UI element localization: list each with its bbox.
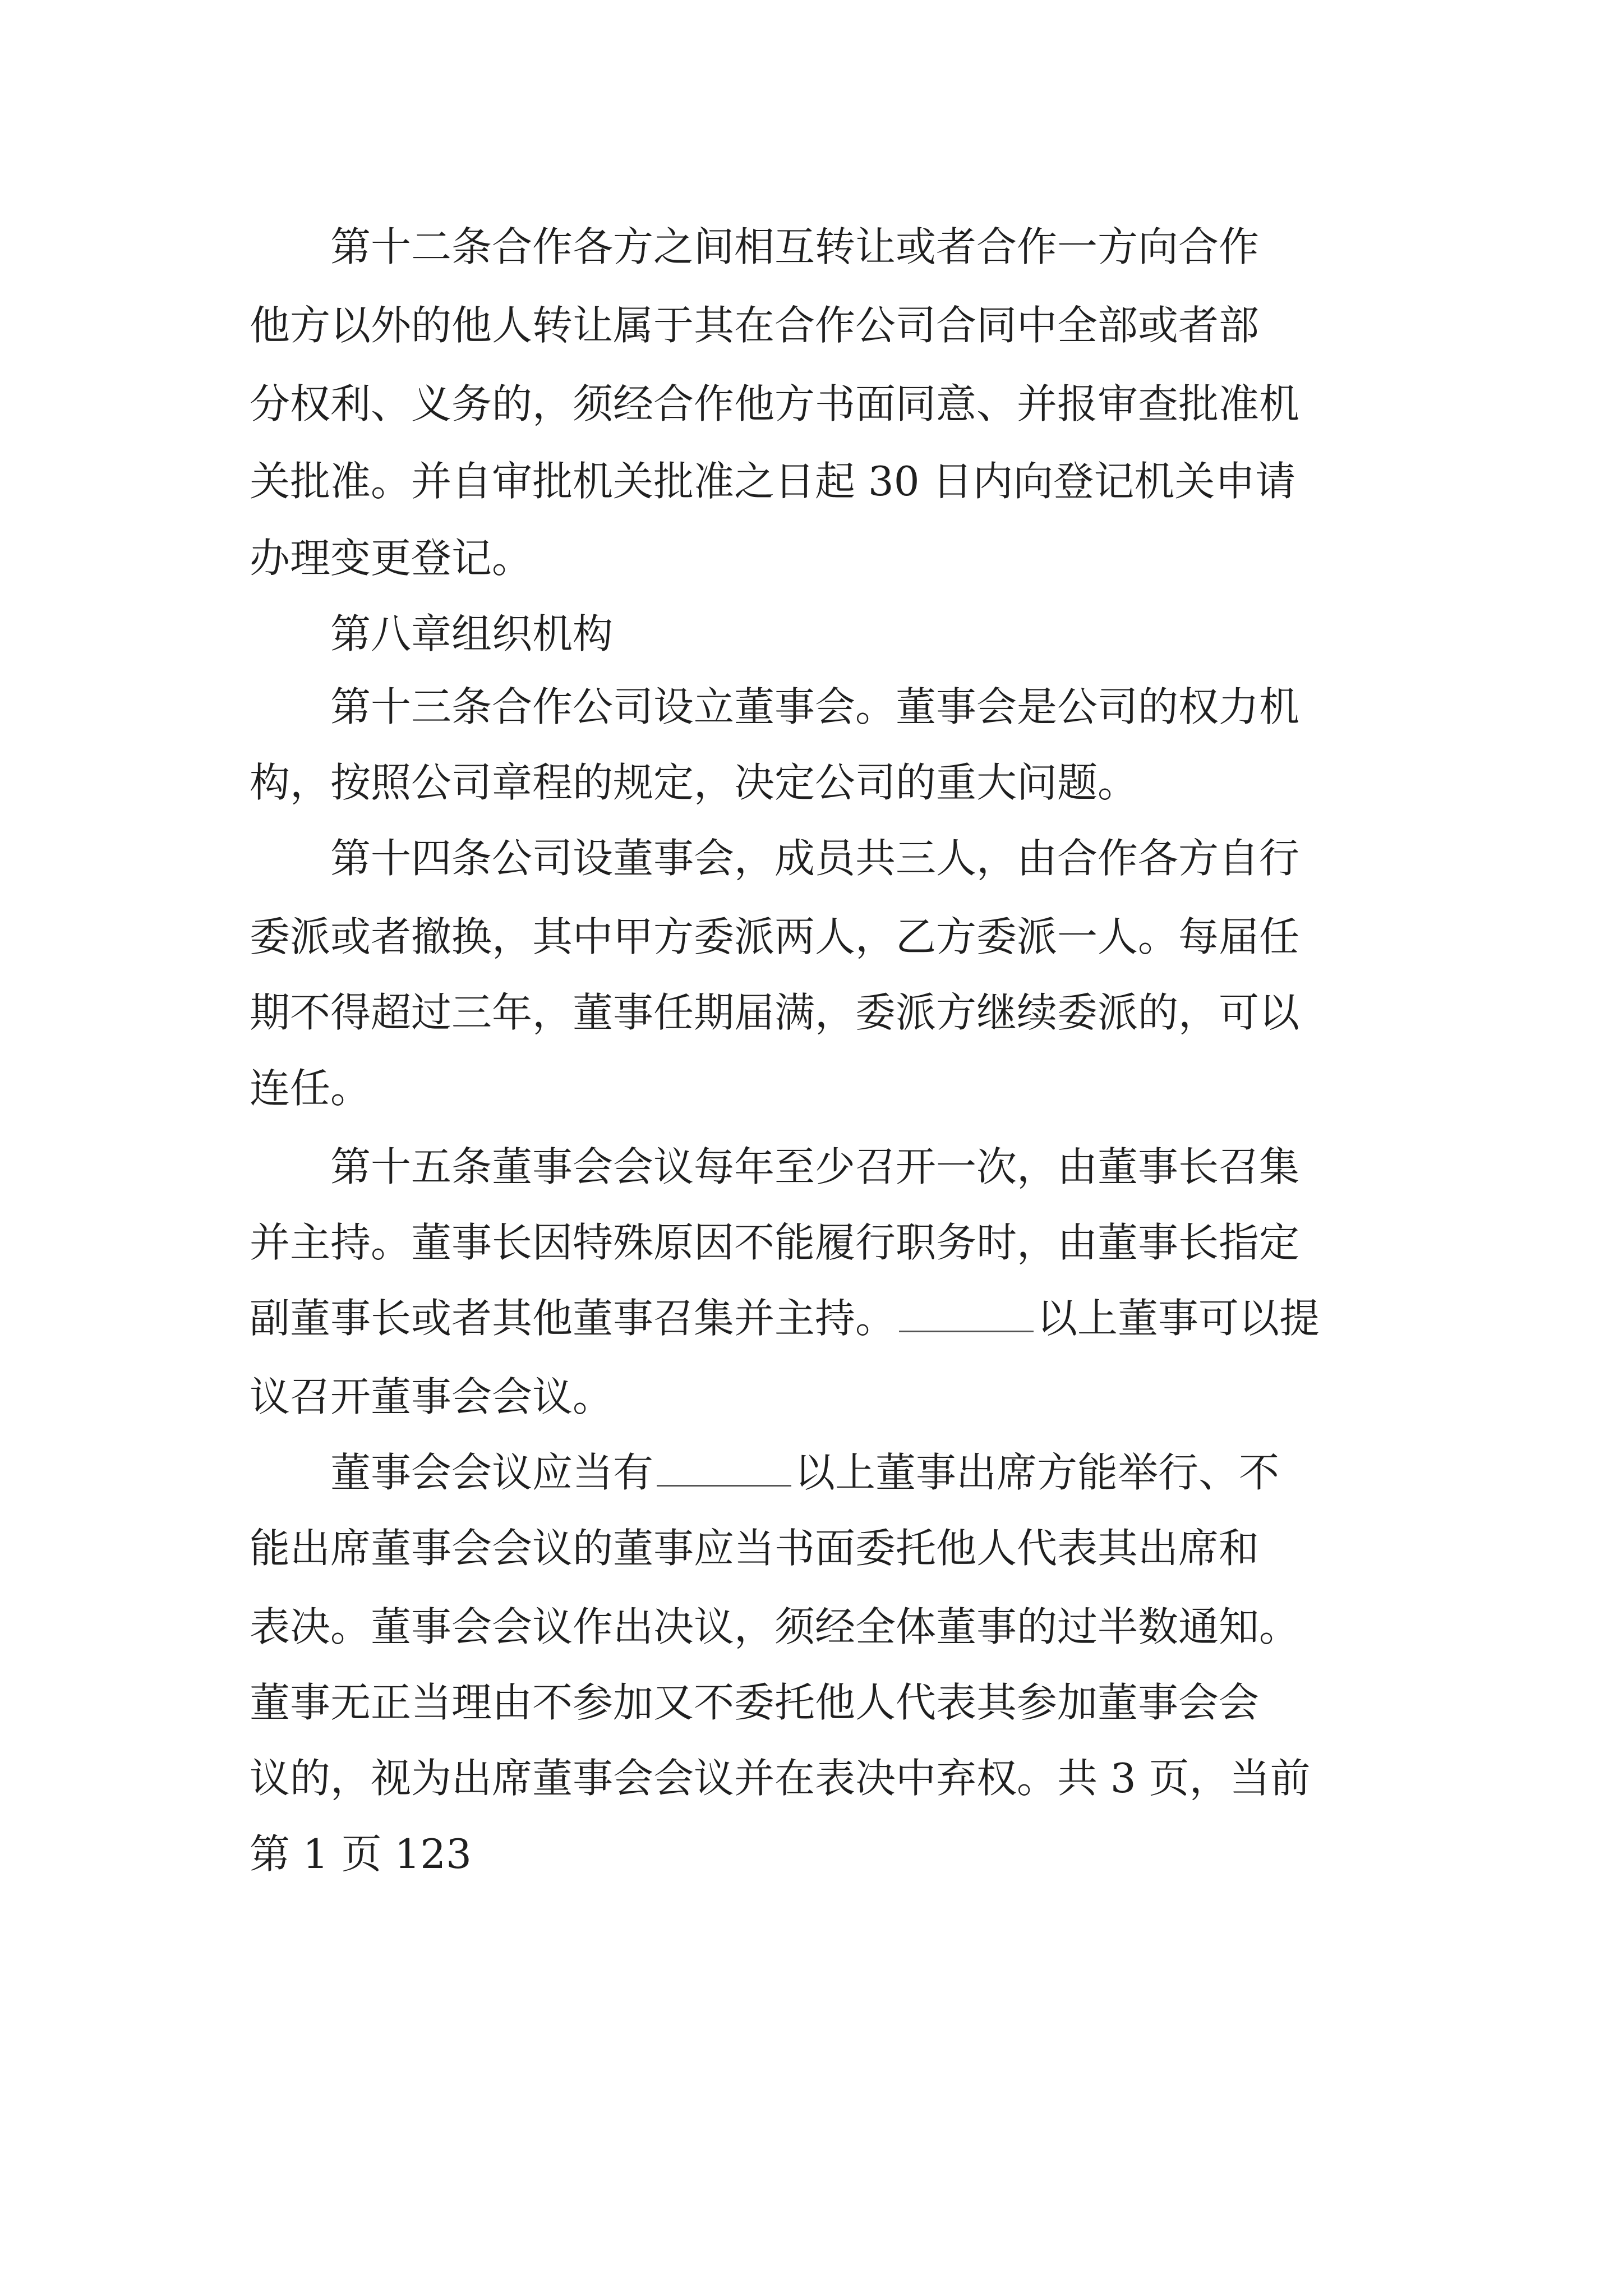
paragraph-line: 分权利、义务的，须经合作他方书面同意、并报审查批准机 xyxy=(250,380,1300,427)
paragraph-line xyxy=(250,1444,1279,1501)
line-text: 副董事长或者其他董事召集并主持。 xyxy=(250,1295,896,1342)
page-number-line: 第 1 页 123 xyxy=(250,1830,472,1878)
paragraph-line: 议的，视为出席董事会会议并在表决中弃权。共 3 页，当前 xyxy=(250,1755,1311,1802)
paragraph-line: 董事无正当理由不参加又不委托他人代表其参加董事会会 xyxy=(250,1679,1260,1726)
paragraph-line: 能出席董事会会议的董事应当书面委托他人代表其出席和 xyxy=(250,1525,1260,1572)
paragraph-line: 构，按照公司章程的规定，决定公司的重大问题。 xyxy=(250,759,1138,806)
paragraph-line: 连任。 xyxy=(250,1065,371,1112)
paragraph-line: 第十二条合作各方之间相互转让或者合作一方向合作 xyxy=(250,223,1260,270)
paragraph-line: 表决。董事会会议作出决议，须经全体董事的过半数通知。 xyxy=(250,1603,1300,1650)
paragraph-line: 并主持。董事长因特殊原因不能履行职务时，由董事长指定 xyxy=(250,1219,1300,1266)
paragraph-line: 期不得超过三年，董事任期届满，委派方继续委派的，可以 xyxy=(250,989,1300,1036)
line-text: 以上董事可以提 xyxy=(1037,1295,1320,1342)
paragraph-line: 第十三条合作公司设立董事会。董事会是公司的权力机 xyxy=(250,683,1300,730)
paragraph-line xyxy=(250,1290,1320,1346)
line-text: 董事会会议应当有 xyxy=(250,1449,654,1496)
paragraph-line: 他方以外的他人转让属于其在合作公司合同中全部或者部 xyxy=(250,302,1260,349)
paragraph-line: 议召开董事会会议。 xyxy=(250,1373,614,1420)
paragraph-line: 委派或者撤换，其中甲方委派两人，乙方委派一人。每届任 xyxy=(250,913,1300,960)
line-text: 以上董事出席方能举行、不 xyxy=(795,1449,1280,1496)
blank-underline xyxy=(899,1296,1034,1332)
blank-underline xyxy=(657,1450,791,1487)
chapter-heading: 第八章组织机构 xyxy=(250,610,614,657)
paragraph-line: 第十四条公司设董事会，成员共三人，由合作各方自行 xyxy=(250,835,1300,882)
paragraph-line: 办理变更登记。 xyxy=(250,535,533,582)
paragraph-line: 第十五条董事会会议每年至少召开一次，由董事长召集 xyxy=(250,1143,1300,1190)
paragraph-line: 关批准。并自审批机关批准之日起 30 日内向登记机关申请 xyxy=(250,458,1296,505)
